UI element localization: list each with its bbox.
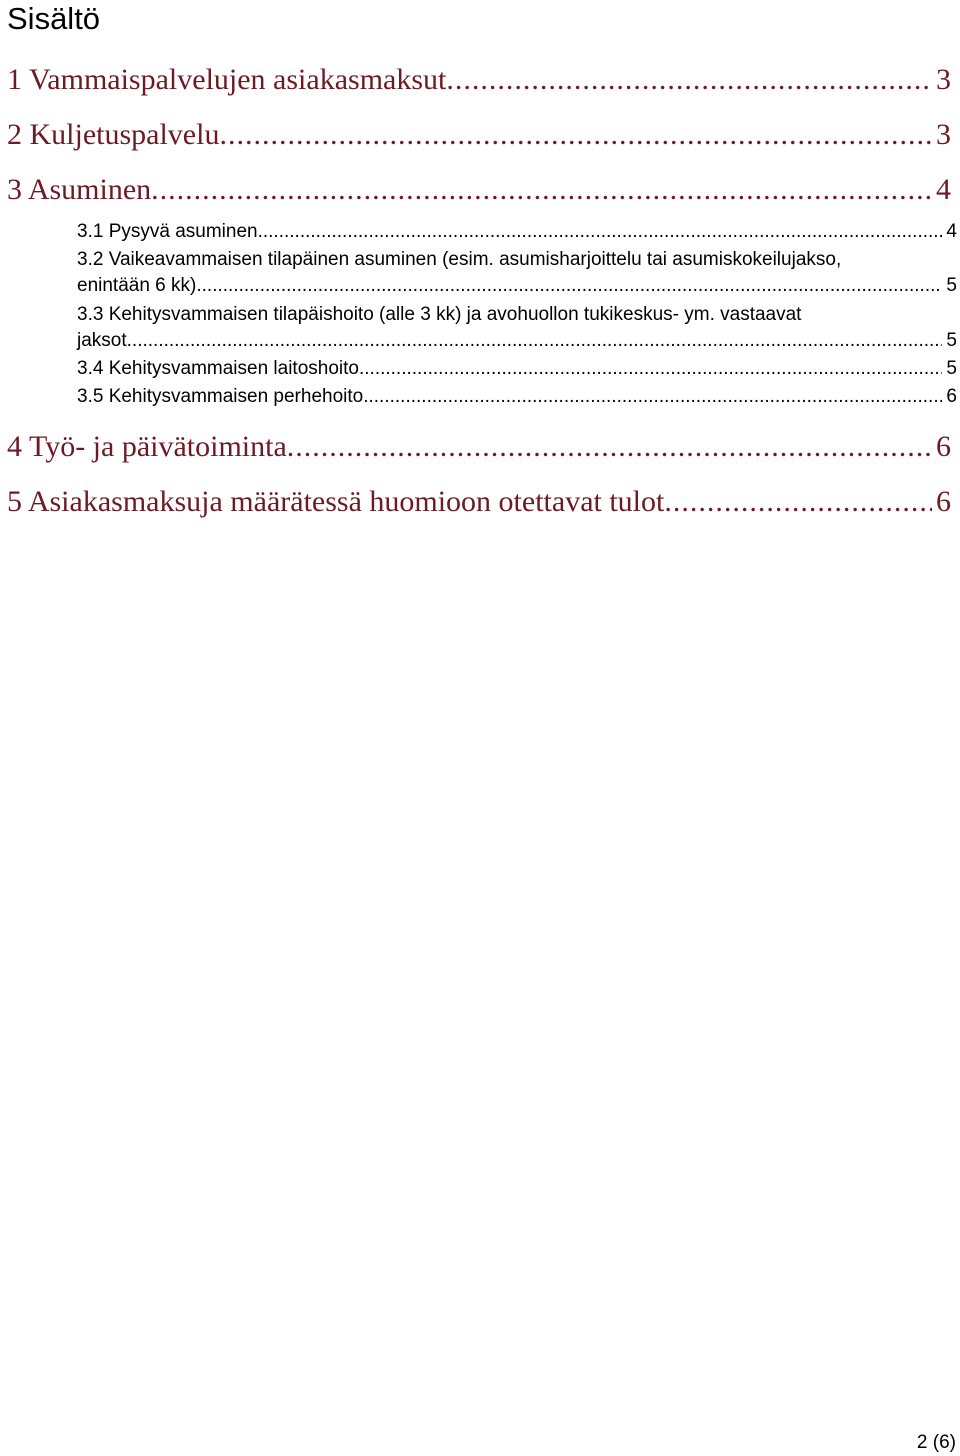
toc-entry-label: 5 Asiakasmaksuja määrätessä huomioon otettavat tulot [7,485,665,518]
toc-entry-page: 4 [946,221,957,242]
toc-entry-page: 5 [946,330,957,351]
toc-entry-page: 5 [946,358,957,379]
toc-entry-label: 3.4 Kehitysvammaisen laitoshoito [77,358,359,379]
dot-leader [664,484,932,520]
toc-entry-3-2[interactable] [77,247,957,299]
toc-entry-label-line2: enintään 6 kk) [77,275,197,296]
toc-entry-label-line1: 3.3 Kehitysvammaisen tilapäishoito (alle 3 kk) ja avohuollon tukikeskus- ym. vastaavat [77,304,802,325]
toc-entry-5[interactable] [7,484,951,520]
dot-leader [151,172,932,208]
toc-entry-label: 3 Asuminen [7,173,152,206]
toc-entry-label: 3.1 Pysyvä asuminen [77,221,258,242]
toc-entry-page: 3 [936,63,951,96]
toc-entry-3-5[interactable] [77,384,957,410]
toc-entry-page: 3 [936,118,951,151]
toc-entry-label-line2: jaksot [77,330,127,351]
dot-leader [287,429,932,465]
toc-entry-page: 6 [946,386,957,407]
toc-entry-4[interactable] [7,429,951,465]
toc-entry-3-4[interactable] [77,356,957,382]
dot-leader [196,273,942,299]
toc-entry-label: 1 Vammaispalvelujen asiakasmaksut [7,63,447,96]
page-number: 2 (6) [916,1432,956,1453]
dot-leader [359,356,942,382]
toc-entry-label-line1: 3.2 Vaikeavammaisen tilapäinen asuminen (esim. asumisharjoittelu tai asumiskokeilujakso, [77,249,842,270]
dot-leader [127,328,943,354]
toc-entry-1[interactable] [7,62,951,98]
dot-leader [446,62,932,98]
dot-leader [219,117,932,153]
toc-entry-label: 3.5 Kehitysvammaisen perhehoito [77,386,364,407]
toc-entry-page: 6 [936,485,951,518]
toc-entry-3-1[interactable] [77,219,957,245]
toc-entry-label: 4 Työ- ja päivätoiminta [7,430,287,463]
dot-leader [258,219,943,245]
dot-leader [363,384,942,410]
toc-title: Sisältö [7,1,101,36]
toc-entry-3[interactable] [7,172,951,208]
toc-entry-page: 4 [936,173,951,206]
toc-entry-2[interactable] [7,117,951,153]
toc-entry-page: 6 [936,430,951,463]
toc-entry-page: 5 [946,275,957,296]
toc-entry-label: 2 Kuljetuspalvelu [7,118,220,151]
toc-entry-3-3[interactable] [77,302,957,354]
